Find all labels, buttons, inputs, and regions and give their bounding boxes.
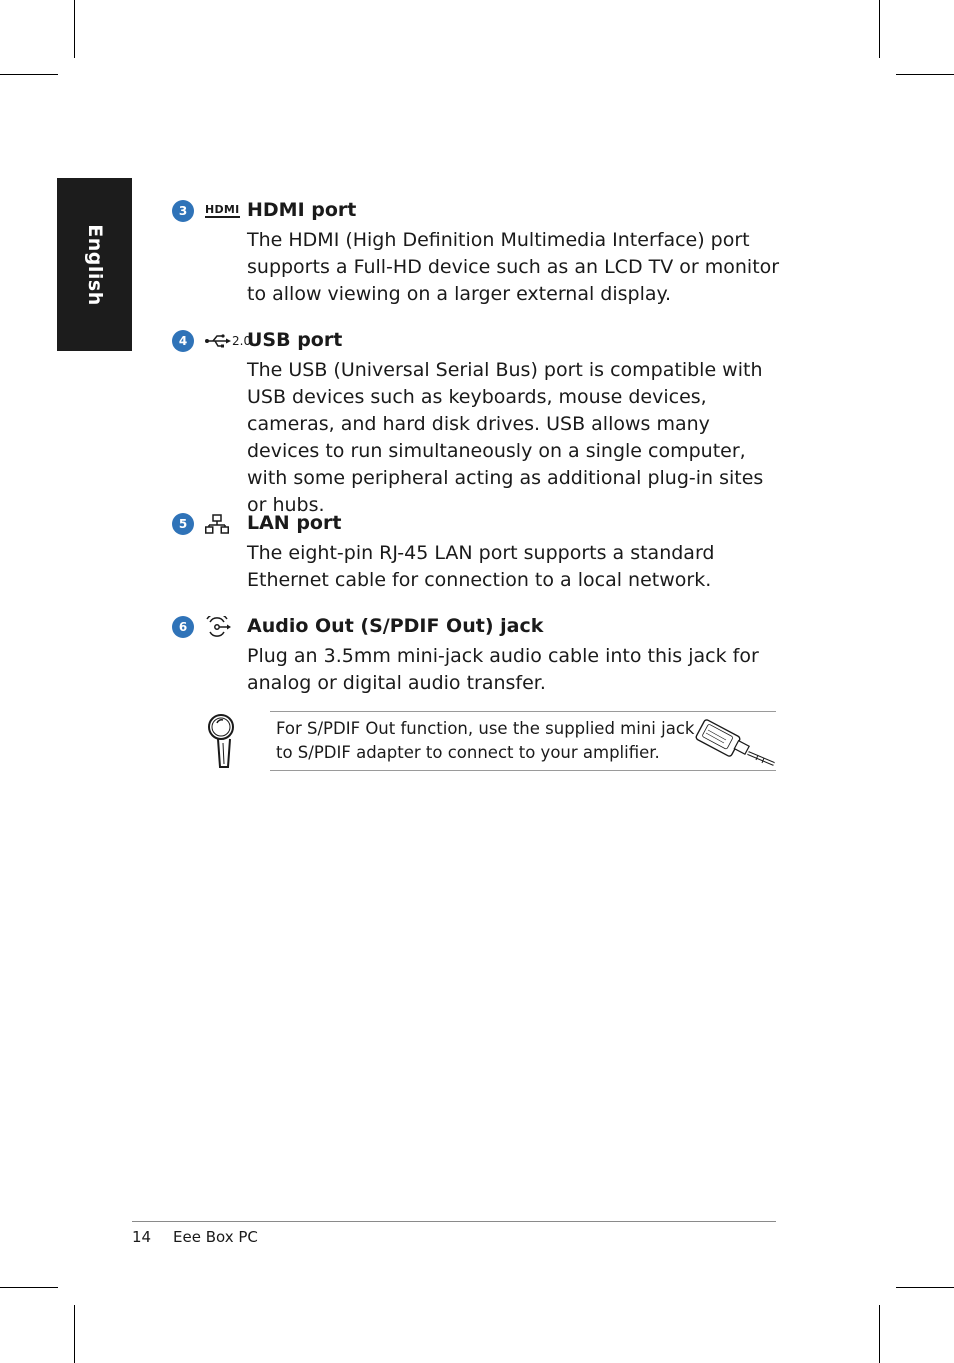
crop-mark — [879, 1305, 880, 1363]
section-number-badge: 4 — [172, 330, 194, 352]
product-name: Eee Box PC — [173, 1228, 258, 1246]
section-title: Audio Out (S/PDIF Out) jack — [247, 615, 544, 637]
section-description: The eight-pin RJ-45 LAN port supports a standard Ethernet cable for connection to a local network. — [247, 542, 715, 591]
section-number-badge: 5 — [172, 513, 194, 535]
crop-mark — [896, 1287, 954, 1288]
section-title: USB port — [247, 329, 343, 351]
magnifier-note-icon — [204, 711, 240, 775]
crop-mark — [0, 1287, 58, 1288]
section-title: HDMI port — [247, 199, 357, 221]
lan-icon — [205, 513, 229, 535]
mini-jack-adapter-illustration — [694, 713, 778, 771]
section-description: The HDMI (High Definition Multimedia Interface) port supports a Full-HD device such as an LCD TV or monitor to allow viewing on a larger external display. — [247, 229, 780, 305]
language-tab — [57, 178, 132, 351]
crop-mark — [0, 74, 58, 75]
usb-icon — [205, 330, 251, 352]
section-description: Plug an 3.5mm mini-jack audio cable into this jack for analog or digital audio transfer. — [247, 645, 759, 694]
crop-mark — [879, 0, 880, 58]
page-number: 14 — [132, 1228, 152, 1246]
crop-mark — [74, 1305, 75, 1363]
section-description: The USB (Universal Serial Bus) port is compatible with USB devices such as keyboards, mouse devices, cameras, and hard disk drives. USB allows many devices to run simultaneously on a single computer, with some peripheral acting as additional plug-in sites or hubs. — [247, 359, 764, 516]
crop-mark — [74, 0, 75, 58]
usb-version-label: 2.0 — [232, 334, 252, 348]
footer-rule — [132, 1221, 776, 1222]
hdmi-icon — [205, 200, 240, 222]
section-number-badge: 6 — [172, 616, 194, 638]
hdmi-icon-label: HDMI — [205, 203, 240, 216]
network-icon — [205, 514, 229, 534]
audio-out-icon — [205, 616, 231, 638]
speaker-waves-icon — [205, 616, 231, 638]
crop-mark — [896, 74, 954, 75]
section-title: LAN port — [247, 512, 342, 534]
usb-trident-icon — [205, 334, 231, 348]
language-label: English — [83, 223, 106, 306]
note-text: For S/PDIF Out function, use the supplied mini jack to S/PDIF adapter to connect to your amplifier. — [276, 719, 695, 762]
section-number-badge: 3 — [172, 200, 194, 222]
